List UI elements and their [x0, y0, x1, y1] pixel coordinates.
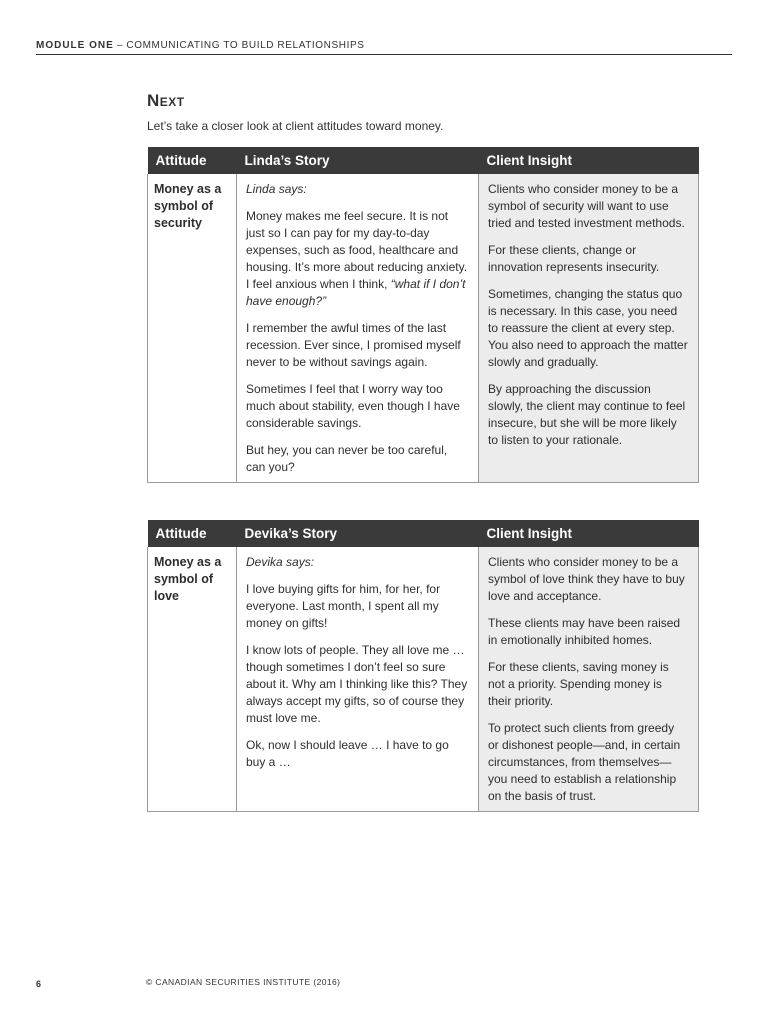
insight-paragraph: These clients may have been raised in emotionally inhibited homes.	[488, 616, 681, 647]
insight-header: Client Insight	[479, 147, 699, 174]
linda-attitude-table	[147, 147, 699, 483]
attitude-header: Attitude	[148, 147, 237, 174]
story-paragraph: I love buying gifts for him, for her, for everyone. Last month, I spent all my money on gifts!	[246, 582, 441, 630]
insight-cell	[479, 174, 699, 483]
table-row	[148, 174, 699, 483]
story-paragraph: But hey, you can never be too careful, can you?	[246, 443, 448, 474]
devika-attitude-table	[147, 520, 699, 812]
speaker-label: Devika says:	[246, 555, 315, 569]
insight-paragraph: Clients who consider money to be a symbol of love think they have to buy love and acceptance.	[488, 555, 685, 603]
story-cell	[237, 547, 479, 812]
insight-paragraph: Sometimes, changing the status quo is necessary. In this case, you need to reassure the client at every step. You also need to approach the matter slowly and gradually.	[488, 287, 688, 369]
story-paragraph	[246, 208, 468, 310]
story-cell	[237, 174, 479, 483]
insight-paragraph: Clients who consider money to be a symbol of security will want to use tried and tested investment methods.	[488, 182, 685, 230]
insight-cell	[479, 547, 699, 812]
module-label: MODULE ONE	[36, 40, 114, 51]
attitude-header: Attitude	[148, 520, 237, 547]
insight-paragraph: To protect such clients from greedy or dishonest people—and, in certain circumstances, from themselves—you need to establish a relationship on the basis of trust.	[488, 721, 681, 803]
story-paragraph: Ok, now I should leave … I have to go buy a …	[246, 738, 449, 769]
copyright-notice: © CANADIAN SECURITIES INSTITUTE (2016)	[146, 977, 341, 987]
insight-paragraph: By approaching the discussion slowly, the client may continue to feel insecure, but she will be more likely to listen to your rationale.	[488, 382, 686, 447]
story-text: Money makes me feel secure. It is not just so I can pay for my day-to-day expenses, such as food, healthcare and housing. It’s more about reducing anxiety. I feel anxious when I think,	[246, 209, 468, 291]
module-title: COMMUNICATING TO BUILD RELATIONSHIPS	[126, 40, 365, 51]
table-row	[148, 547, 699, 812]
intro-text: Let’s take a closer look at client attitudes toward money.	[147, 119, 444, 133]
header-separator: –	[113, 40, 127, 51]
page-number: 6	[36, 979, 42, 989]
story-paragraph: I remember the awful times of the last recession. Ever since, I promised myself never to be without savings again.	[246, 321, 461, 369]
story-quote: “what if I don’t have enough?”	[246, 277, 466, 308]
speaker-label: Linda says:	[246, 182, 307, 196]
story-paragraph: Sometimes I feel that I worry way too much about stability, even though I have considerable savings.	[246, 382, 460, 430]
insight-paragraph: For these clients, saving money is not a priority. Spending money is their priority.	[488, 660, 669, 708]
story-header: Devika’s Story	[237, 520, 479, 547]
section-title: Next	[147, 91, 185, 110]
story-paragraph: I know lots of people. They all love me … though sometimes I don’t feel so sure about it. Why am I thinking like this? They always accept my gifts, so of course they must love me.	[246, 643, 468, 725]
insight-header: Client Insight	[479, 520, 699, 547]
table-header-row	[148, 147, 699, 174]
attitude-cell: Money as a symbol of security	[148, 174, 237, 483]
table-header-row	[148, 520, 699, 547]
insight-paragraph: For these clients, change or innovation represents insecurity.	[488, 243, 660, 274]
attitude-cell: Money as a symbol of love	[148, 547, 237, 812]
story-header: Linda’s Story	[237, 147, 479, 174]
running-header	[36, 40, 732, 55]
